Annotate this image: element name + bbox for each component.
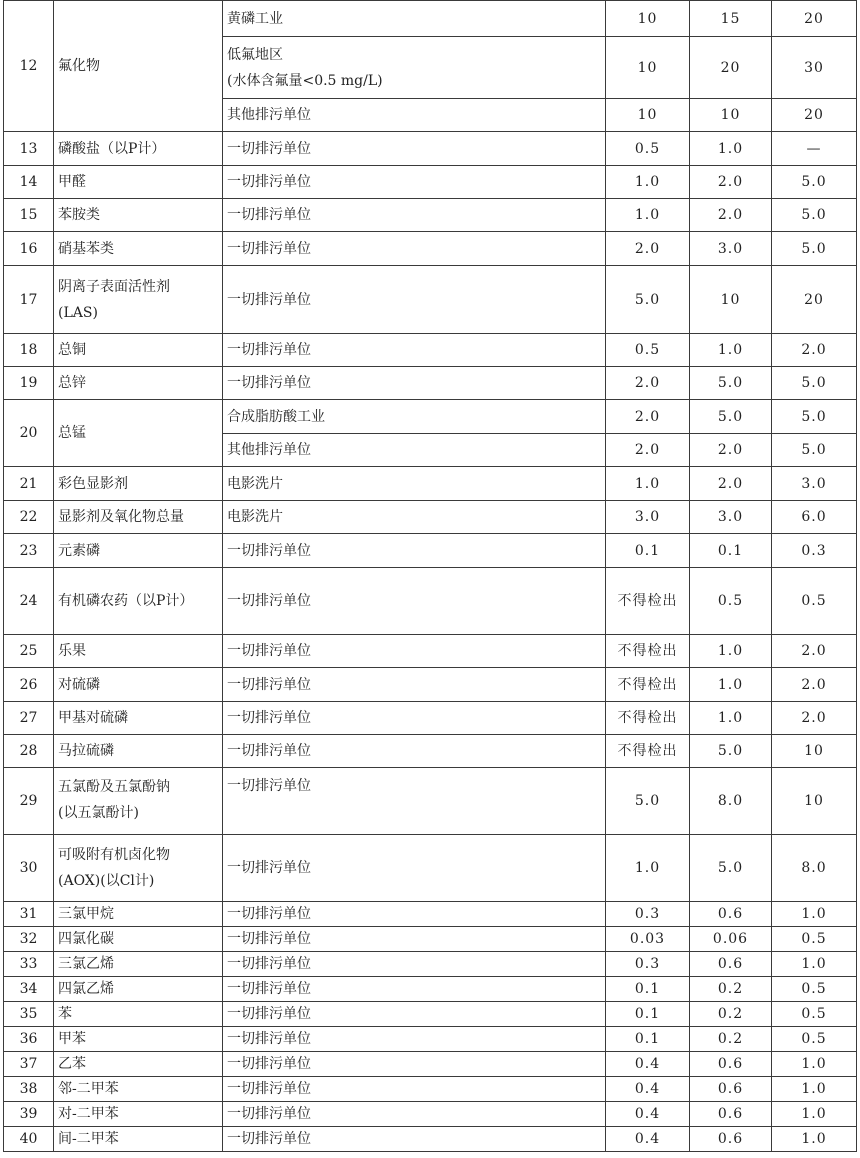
- discharge-unit-text: 一切排污单位: [227, 240, 311, 257]
- level-1-value: 2.0: [606, 400, 690, 434]
- level-2-value: 1.0: [690, 668, 772, 702]
- level-2-value: 2.0: [690, 467, 772, 501]
- level-2-value: 0.06: [690, 927, 772, 952]
- level-1-value: 0.5: [606, 334, 690, 367]
- discharge-unit-text: 一切排污单位: [227, 1031, 311, 1047]
- discharge-unit: [223, 902, 606, 927]
- level-2-value: 20: [690, 37, 772, 99]
- pollutant-name-text: 总锰: [58, 425, 86, 441]
- row-number: 24: [4, 568, 54, 635]
- level-3-value: 2.0: [772, 635, 857, 668]
- level-1-value: 5.0: [606, 266, 690, 334]
- discharge-unit: [223, 434, 606, 467]
- row-number: 14: [4, 166, 54, 199]
- pollutant-name-text: 间-二甲苯: [58, 1131, 119, 1147]
- pollutant-name: [54, 1102, 223, 1127]
- pollutant-name: [54, 400, 223, 467]
- level-1-value: 不得检出: [606, 668, 690, 702]
- pollutant-name-text: 硝基苯类: [58, 240, 114, 257]
- pollutant-name: [54, 266, 223, 334]
- pollutant-name-text: 总锌: [58, 375, 86, 391]
- discharge-unit-text: 一切排污单位: [227, 676, 311, 693]
- level-3-value: 5.0: [772, 199, 857, 232]
- row-number: 12: [4, 1, 54, 132]
- level-3-value: 8.0: [772, 835, 857, 902]
- level-3-value: 0.5: [772, 977, 857, 1002]
- level-1-value: 不得检出: [606, 635, 690, 668]
- pollutant-name: [54, 902, 223, 927]
- level-3-value: 1.0: [772, 1077, 857, 1102]
- table-body: [4, 1, 857, 1152]
- discharge-unit-text: 一切排污单位: [227, 931, 311, 947]
- table-row: [4, 132, 857, 166]
- level-1-value: 0.03: [606, 927, 690, 952]
- pollutant-name-text: 总铜: [58, 342, 86, 358]
- level-3-value: 1.0: [772, 952, 857, 977]
- level-1-value: 0.3: [606, 902, 690, 927]
- level-1-value: 1.0: [606, 467, 690, 501]
- level-3-value: 5.0: [772, 367, 857, 400]
- discharge-unit-text: 电影洗片: [227, 475, 283, 492]
- level-2-value: 1.0: [690, 334, 772, 367]
- row-number: 39: [4, 1102, 54, 1127]
- level-1-value: 1.0: [606, 199, 690, 232]
- level-2-value: 10: [690, 266, 772, 334]
- discharge-unit-text: 一切排污单位: [227, 207, 311, 223]
- pollutant-limits-table: [3, 0, 857, 1152]
- discharge-unit: [223, 501, 606, 534]
- level-1-value: 5.0: [606, 768, 690, 835]
- discharge-unit-text: 一切排污单位: [227, 981, 311, 997]
- pollutant-name-text: 显影剂及氧化物总量: [58, 509, 184, 525]
- table-row: [4, 334, 857, 367]
- row-number: 21: [4, 467, 54, 501]
- level-1-value: 不得检出: [606, 568, 690, 635]
- pollutant-name-text: 氟化物: [58, 58, 100, 74]
- discharge-unit: [223, 334, 606, 367]
- row-number: 30: [4, 835, 54, 902]
- pollutant-name-text: 马拉硫磷: [58, 743, 114, 759]
- discharge-unit: [223, 132, 606, 166]
- discharge-unit-text: 一切排污单位: [227, 710, 311, 726]
- row-number: 15: [4, 199, 54, 232]
- table-row: [4, 166, 857, 199]
- pollutant-name: [54, 668, 223, 702]
- discharge-unit-text: 一切排污单位: [227, 593, 311, 609]
- table-row: [4, 568, 857, 635]
- level-2-value: 0.6: [690, 1127, 772, 1152]
- row-number: 34: [4, 977, 54, 1002]
- level-3-value: 10: [772, 735, 857, 768]
- row-number: 26: [4, 668, 54, 702]
- discharge-unit-text: 一切排污单位: [227, 291, 311, 308]
- discharge-unit: [223, 1127, 606, 1152]
- discharge-unit: [223, 1102, 606, 1127]
- row-number: 29: [4, 768, 54, 835]
- level-2-value: 15: [690, 1, 772, 37]
- table-row: [4, 835, 857, 902]
- pollutant-name: [54, 927, 223, 952]
- pollutant-name-text: 阴离子表面活性剂: [58, 278, 170, 295]
- level-3-value: 2.0: [772, 668, 857, 702]
- pollutant-name: [54, 1127, 223, 1152]
- level-2-value: 0.5: [690, 568, 772, 635]
- pollutant-name-text: 可吸附有机卤化物: [58, 847, 170, 863]
- level-3-value: 1.0: [772, 1052, 857, 1077]
- pollutant-name: [54, 952, 223, 977]
- level-2-value: 0.2: [690, 1002, 772, 1027]
- discharge-unit-text: 一切排污单位: [227, 860, 311, 876]
- level-2-value: 0.6: [690, 902, 772, 927]
- discharge-unit: [223, 977, 606, 1002]
- pollutant-name: [54, 702, 223, 735]
- level-1-value: 1.0: [606, 166, 690, 199]
- table-row: [4, 927, 857, 952]
- discharge-unit-text: 一切排污单位: [227, 778, 311, 794]
- discharge-unit: [223, 166, 606, 199]
- discharge-unit-text: 一切排污单位: [227, 643, 311, 659]
- level-1-value: 0.1: [606, 1027, 690, 1052]
- row-number: 36: [4, 1027, 54, 1052]
- level-1-value: 2.0: [606, 232, 690, 266]
- discharge-unit-text: 合成脂肪酸工业: [227, 408, 325, 425]
- level-1-value: 0.4: [606, 1102, 690, 1127]
- discharge-unit-text: 一切排污单位: [227, 342, 311, 358]
- level-3-value: 5.0: [772, 400, 857, 434]
- discharge-unit-text: 一切排污单位: [227, 1056, 311, 1072]
- discharge-unit-text: 电影洗片: [227, 509, 283, 525]
- pollutant-name: [54, 467, 223, 501]
- table-row: [4, 1127, 857, 1152]
- level-3-value: 1.0: [772, 902, 857, 927]
- discharge-unit-text: 一切排污单位: [227, 1081, 311, 1097]
- table-row: [4, 400, 857, 434]
- level-3-value: 0.5: [772, 568, 857, 635]
- level-3-value: 0.5: [772, 1002, 857, 1027]
- discharge-unit-text: 低氟地区: [227, 46, 283, 63]
- level-1-value: 0.4: [606, 1077, 690, 1102]
- level-3-value: 6.0: [772, 501, 857, 534]
- pollutant-name-note: (LAS): [58, 304, 98, 321]
- pollutant-name: [54, 768, 223, 835]
- table-row: [4, 952, 857, 977]
- level-2-value: 0.2: [690, 1027, 772, 1052]
- level-1-value: 10: [606, 99, 690, 132]
- level-3-value: 20: [772, 99, 857, 132]
- level-3-value: 5.0: [772, 232, 857, 266]
- table-row: [4, 1077, 857, 1102]
- discharge-unit: [223, 952, 606, 977]
- level-2-value: 0.6: [690, 1052, 772, 1077]
- discharge-unit-text: 其他排污单位: [227, 442, 311, 458]
- discharge-unit: [223, 768, 606, 835]
- pollutant-name: [54, 1, 223, 132]
- pollutant-name-text: 甲基对硫磷: [58, 710, 128, 726]
- row-number: 17: [4, 266, 54, 334]
- discharge-unit: [223, 232, 606, 266]
- level-3-value: 30: [772, 37, 857, 99]
- discharge-unit-text: 一切排污单位: [227, 140, 311, 157]
- table-row: [4, 534, 857, 568]
- level-2-value: 5.0: [690, 367, 772, 400]
- pollutant-name-text: 甲苯: [58, 1031, 86, 1047]
- pollutant-name: [54, 977, 223, 1002]
- table-row: [4, 1, 857, 37]
- level-3-value: 10: [772, 768, 857, 835]
- level-1-value: 0.4: [606, 1052, 690, 1077]
- row-number: 16: [4, 232, 54, 266]
- discharge-unit-text: 一切排污单位: [227, 174, 311, 190]
- level-2-value: 5.0: [690, 735, 772, 768]
- level-2-value: 0.6: [690, 1077, 772, 1102]
- table-row: [4, 1102, 857, 1127]
- level-3-value: 0.5: [772, 927, 857, 952]
- pollutant-name-text: 苯: [58, 1006, 72, 1022]
- level-1-value: 1.0: [606, 835, 690, 902]
- level-1-value: 0.1: [606, 534, 690, 568]
- discharge-unit: [223, 1002, 606, 1027]
- level-2-value: 8.0: [690, 768, 772, 835]
- table-row: [4, 199, 857, 232]
- table-row: [4, 668, 857, 702]
- pollutant-name: [54, 367, 223, 400]
- discharge-unit-text: 黄磷工业: [227, 10, 283, 27]
- row-number: 32: [4, 927, 54, 952]
- pollutant-name-note: (以五氯酚计): [58, 805, 139, 821]
- pollutant-name: [54, 166, 223, 199]
- row-number: 25: [4, 635, 54, 668]
- level-1-value: 0.5: [606, 132, 690, 166]
- discharge-unit: [223, 668, 606, 702]
- pollutant-name-text: 三氯甲烷: [58, 906, 114, 922]
- discharge-unit: [223, 367, 606, 400]
- discharge-unit-text: 一切排污单位: [227, 956, 311, 972]
- level-2-value: 3.0: [690, 232, 772, 266]
- table-row: [4, 635, 857, 668]
- table-row: [4, 1052, 857, 1077]
- discharge-unit-note: (水体含氟量<0.5 mg/L): [227, 72, 383, 89]
- table-row: [4, 768, 857, 835]
- discharge-unit-text: 一切排污单位: [227, 906, 311, 922]
- discharge-unit: [223, 635, 606, 668]
- discharge-unit: [223, 99, 606, 132]
- pollutant-name: [54, 534, 223, 568]
- row-number: 38: [4, 1077, 54, 1102]
- row-number: 40: [4, 1127, 54, 1152]
- level-2-value: 1.0: [690, 132, 772, 166]
- discharge-unit: [223, 37, 606, 99]
- pollutant-name-text: 乐果: [58, 643, 86, 659]
- level-2-value: 10: [690, 99, 772, 132]
- level-2-value: 3.0: [690, 501, 772, 534]
- level-1-value: 0.3: [606, 952, 690, 977]
- discharge-unit: [223, 1077, 606, 1102]
- pollutant-name: [54, 635, 223, 668]
- discharge-unit-text: 一切排污单位: [227, 542, 311, 559]
- level-1-value: 0.1: [606, 1002, 690, 1027]
- level-2-value: 0.2: [690, 977, 772, 1002]
- pollutant-name-text: 磷酸盐（以P计）: [58, 140, 166, 157]
- discharge-unit: [223, 199, 606, 232]
- level-1-value: 10: [606, 1, 690, 37]
- table-row: [4, 266, 857, 334]
- pollutant-name: [54, 232, 223, 266]
- discharge-unit: [223, 568, 606, 635]
- level-1-value: 3.0: [606, 501, 690, 534]
- level-2-value: 2.0: [690, 434, 772, 467]
- discharge-unit-text: 一切排污单位: [227, 1006, 311, 1022]
- row-number: 13: [4, 132, 54, 166]
- level-3-value: 0.5: [772, 1027, 857, 1052]
- level-2-value: 0.6: [690, 1102, 772, 1127]
- level-3-value: 3.0: [772, 467, 857, 501]
- discharge-unit: [223, 467, 606, 501]
- level-2-value: 2.0: [690, 166, 772, 199]
- table-row: [4, 902, 857, 927]
- row-number: 18: [4, 334, 54, 367]
- row-number: 20: [4, 400, 54, 467]
- discharge-unit-text: 一切排污单位: [227, 1131, 311, 1147]
- level-1-value: 0.1: [606, 977, 690, 1002]
- table-row: [4, 1027, 857, 1052]
- level-1-value: 2.0: [606, 367, 690, 400]
- pollutant-name-text: 元素磷: [58, 542, 100, 559]
- pollutant-name-text: 彩色显影剂: [58, 475, 128, 492]
- level-1-value: 0.4: [606, 1127, 690, 1152]
- pollutant-name: [54, 199, 223, 232]
- pollutant-name: [54, 835, 223, 902]
- level-2-value: 1.0: [690, 702, 772, 735]
- row-number: 19: [4, 367, 54, 400]
- level-2-value: 2.0: [690, 199, 772, 232]
- row-number: 31: [4, 902, 54, 927]
- table-row: [4, 977, 857, 1002]
- pollutant-name-text: 邻-二甲苯: [58, 1081, 119, 1097]
- table-row: [4, 1002, 857, 1027]
- level-2-value: 0.6: [690, 952, 772, 977]
- table-row: [4, 501, 857, 534]
- level-2-value: 5.0: [690, 835, 772, 902]
- level-2-value: 1.0: [690, 635, 772, 668]
- discharge-unit: [223, 735, 606, 768]
- pollutant-name: [54, 501, 223, 534]
- pollutant-name-text: 对硫磷: [58, 676, 100, 693]
- row-number: 22: [4, 501, 54, 534]
- table-row: [4, 367, 857, 400]
- discharge-unit: [223, 835, 606, 902]
- table-row: [4, 702, 857, 735]
- pollutant-name-text: 五氯酚及五氯酚钠: [58, 779, 170, 795]
- pollutant-name: [54, 1002, 223, 1027]
- row-number: 37: [4, 1052, 54, 1077]
- discharge-unit-text: 一切排污单位: [227, 1106, 311, 1122]
- level-3-value: 2.0: [772, 334, 857, 367]
- pollutant-name-text: 苯胺类: [58, 207, 100, 223]
- pollutant-name-text: 四氯乙烯: [58, 981, 114, 997]
- level-3-value: —: [772, 132, 857, 166]
- discharge-unit-text: 一切排污单位: [227, 743, 311, 759]
- level-1-value: 不得检出: [606, 702, 690, 735]
- pollutant-name-text: 有机磷农药（以P计）: [58, 593, 194, 609]
- row-number: 23: [4, 534, 54, 568]
- pollutant-name: [54, 1027, 223, 1052]
- level-3-value: 5.0: [772, 166, 857, 199]
- pollutant-name-note: (AOX)(以Cl计): [58, 873, 155, 889]
- pollutant-name: [54, 334, 223, 367]
- pollutant-name-text: 乙苯: [58, 1056, 86, 1072]
- table-row: [4, 467, 857, 501]
- row-number: 35: [4, 1002, 54, 1027]
- pollutant-name-text: 三氯乙烯: [58, 956, 114, 972]
- pollutant-name: [54, 1077, 223, 1102]
- level-2-value: 0.1: [690, 534, 772, 568]
- discharge-unit: [223, 1052, 606, 1077]
- discharge-unit-text: 一切排污单位: [227, 375, 311, 391]
- row-number: 27: [4, 702, 54, 735]
- pollutant-name-text: 甲醛: [58, 174, 86, 190]
- level-1-value: 10: [606, 37, 690, 99]
- level-1-value: 2.0: [606, 434, 690, 467]
- discharge-unit: [223, 266, 606, 334]
- pollutant-name-text: 对-二甲苯: [58, 1106, 119, 1122]
- table-row: [4, 735, 857, 768]
- level-1-value: 不得检出: [606, 735, 690, 768]
- discharge-unit: [223, 400, 606, 434]
- level-3-value: 2.0: [772, 702, 857, 735]
- discharge-unit: [223, 534, 606, 568]
- level-3-value: 20: [772, 266, 857, 334]
- discharge-unit: [223, 702, 606, 735]
- pollutant-name: [54, 568, 223, 635]
- level-3-value: 1.0: [772, 1127, 857, 1152]
- discharge-unit-text: 其他排污单位: [227, 107, 311, 123]
- discharge-unit: [223, 1, 606, 37]
- level-3-value: 0.3: [772, 534, 857, 568]
- level-3-value: 1.0: [772, 1102, 857, 1127]
- table-row: [4, 232, 857, 266]
- pollutant-name: [54, 132, 223, 166]
- pollutant-name-text: 四氯化碳: [58, 931, 114, 947]
- level-3-value: 5.0: [772, 434, 857, 467]
- row-number: 33: [4, 952, 54, 977]
- row-number: 28: [4, 735, 54, 768]
- pollutant-name: [54, 1052, 223, 1077]
- level-2-value: 5.0: [690, 400, 772, 434]
- level-3-value: 20: [772, 1, 857, 37]
- discharge-unit: [223, 1027, 606, 1052]
- pollutant-name: [54, 735, 223, 768]
- discharge-unit: [223, 927, 606, 952]
